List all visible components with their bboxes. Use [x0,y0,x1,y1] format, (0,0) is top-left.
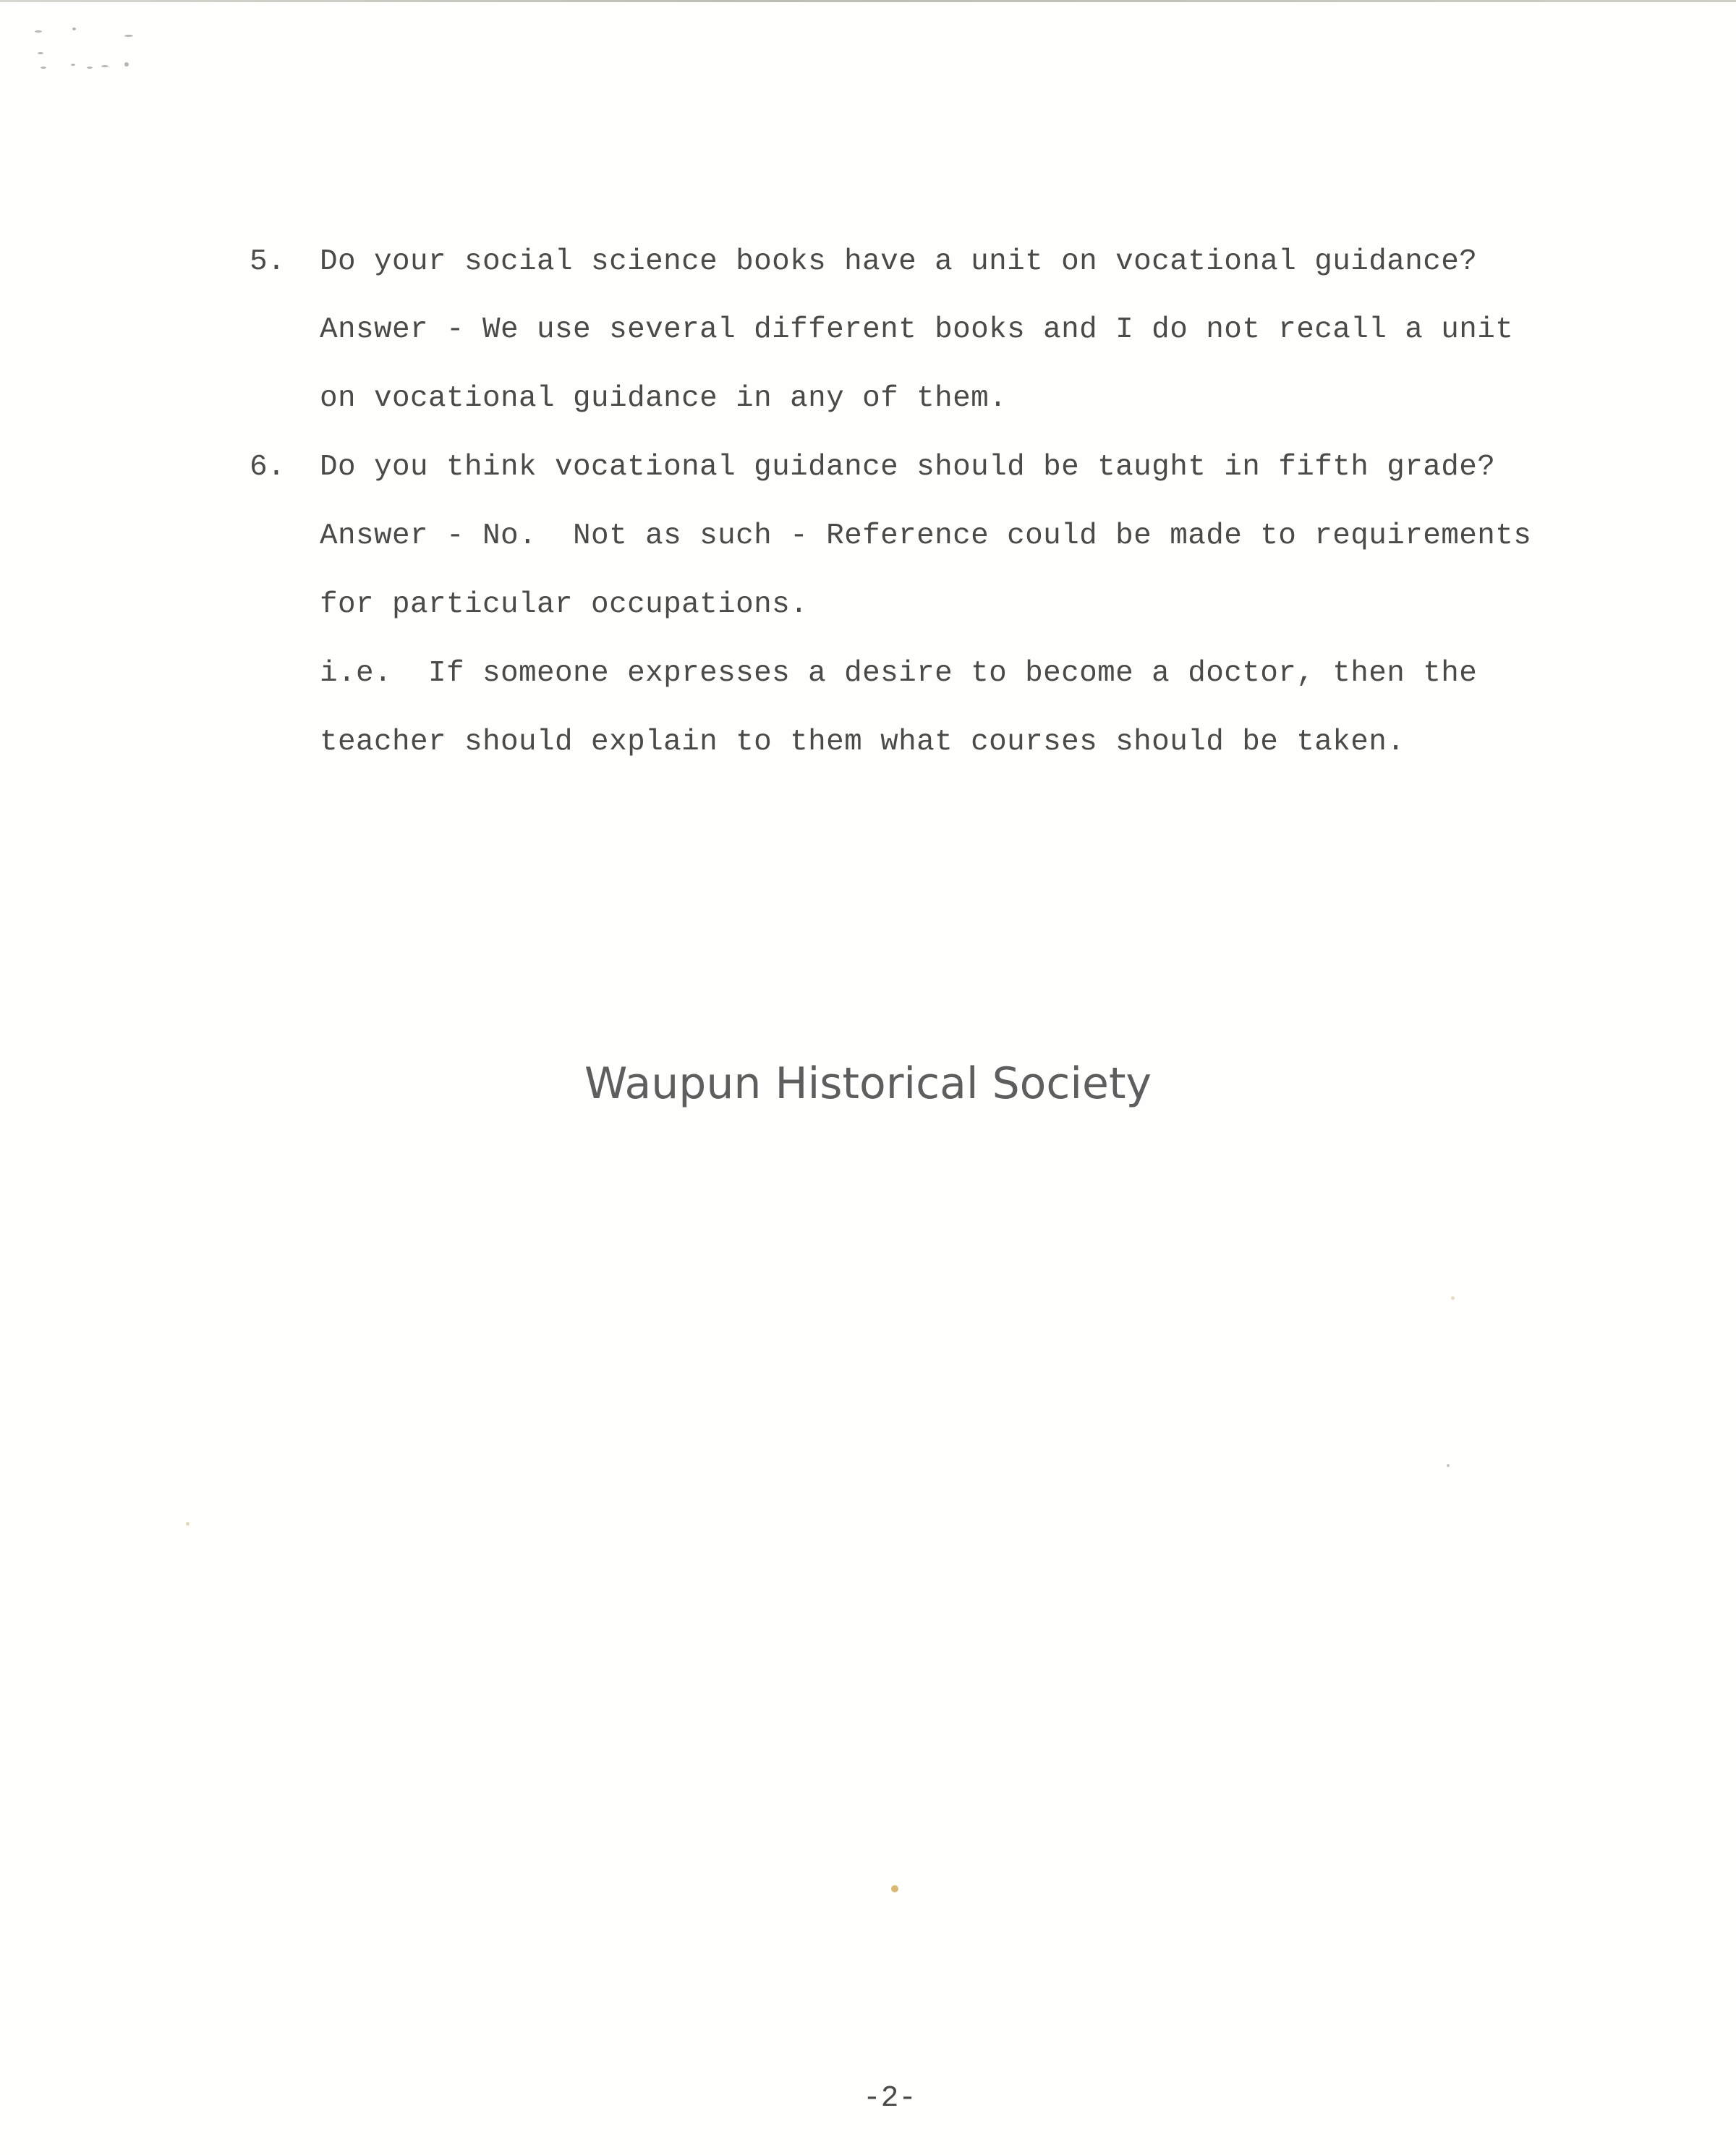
question-number: 6. [250,451,286,484]
answer-line: Answer - No. Not as such - Reference could be made to requirements [320,519,1532,553]
question-text: Do your social science books have a unit on vocational guidance? [320,245,1478,279]
top-edge-rule [0,0,1736,2]
answer-line: Answer - We use several different books and I do not recall a unit [320,313,1514,347]
answer-line: i.e. If someone expresses a desire to become a doctor, then the [320,657,1478,690]
watermark: Waupun Historical Society [584,1058,1152,1109]
answer-line: on vocational guidance in any of them. [320,382,1008,415]
answer-line: for particular occupations. [320,588,809,621]
question-text: Do you think vocational guidance should be taught in fifth grade? [320,451,1496,484]
question-number: 5. [250,245,286,279]
page-number: -2- [863,2082,916,2115]
answer-line: teacher should explain to them what courses should be taken. [320,726,1405,759]
